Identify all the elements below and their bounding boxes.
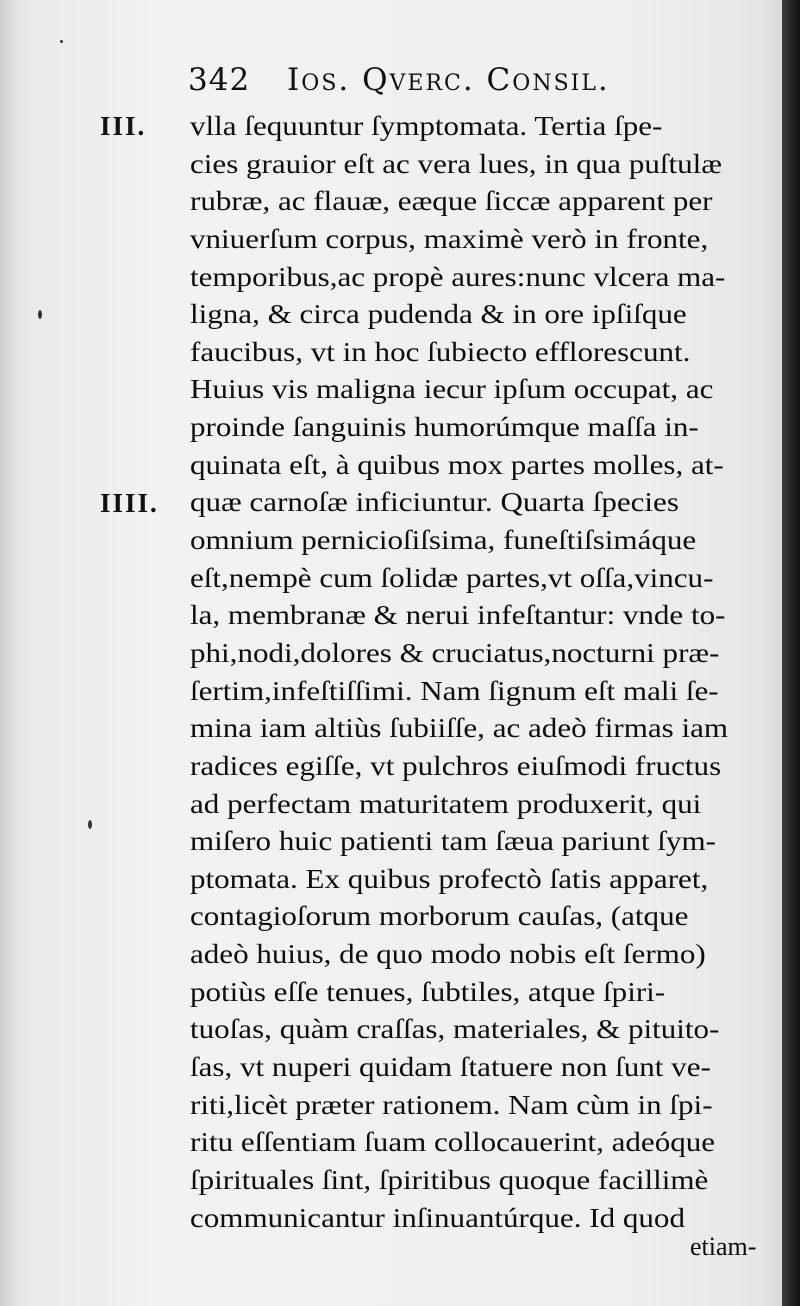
text-line: riti,licèt præter rationem. Nam cùm in ſpi- (190, 1089, 713, 1120)
text-line: la, membranæ & nerui infeſtantur: vnde to- (190, 600, 726, 631)
text-line: radices egiſſe, vt pulchros eiuſmodi fructus (190, 750, 722, 781)
ink-speck (38, 310, 42, 319)
text-line: temporibus,ac propè aures:nunc vlcera ma- (190, 261, 726, 292)
text-line: ptomata. Ex quibus profectò ſatis apparet, (190, 863, 709, 894)
catchword: etiam- (690, 1232, 757, 1261)
text-line: vlla ſequuntur ſymptomata. Tertia ſpe- (190, 111, 663, 141)
running-title: Ios. Qverc. Consil. (287, 62, 610, 98)
text-line: ſas, vt nuperi quidam ſtatuere non ſunt ve- (190, 1052, 711, 1083)
ink-speck (88, 820, 92, 829)
margin-note-iii: III. (100, 111, 147, 141)
text-line: communicantur inſinuantúrque. Id quod (190, 1202, 685, 1233)
ink-speck (60, 40, 63, 43)
text-line: miſero huic patienti tam ſæua pariunt ſym- (190, 826, 717, 857)
text-line: potiùs eſſe tenues, ſubtiles, atque ſpiri- (190, 976, 666, 1007)
text-line: eſt,nempè cum ſolidæ partes,vt oſſa,vincu- (190, 562, 714, 593)
text-line: phi,nodi,dolores & cruciatus,nocturni præ- (190, 637, 720, 668)
page-number: 342 (188, 62, 251, 98)
text-line: tuoſas, quàm craſſas, materiales, & pituito- (190, 1014, 720, 1045)
text-line: Huius vis maligna iecur ipſum occupat, ac (190, 374, 714, 405)
text-line: ſpirituales ſint, ſpiritibus quoque facillimè (190, 1164, 709, 1195)
text-line: proinde ſanguinis humorúmque maſſa in- (190, 412, 699, 443)
text-line: adeò huius, de quo modo nobis eſt ſermo) (190, 939, 706, 970)
text-line: ſertim,infeſtiſſimi. Nam ſignum eſt mali ſe- (190, 675, 719, 706)
body-text (190, 108, 765, 1237)
text-line: omnium pernicioſiſsima, funeſtiſsimáque (190, 525, 697, 556)
text-line: ritu eſſentiam ſuam collocauerint, adeóque (190, 1127, 716, 1158)
text-line: cies grauior eſt ac vera lues, in qua puſtulæ (190, 148, 723, 179)
text-line: faucibus, vt in hoc ſubiecto efflorescunt. (190, 336, 691, 367)
text-line: quinata eſt, à quibus mox partes molles, at- (190, 449, 724, 480)
text-line: ad perfectam maturitatem produxerit, qui (190, 788, 702, 819)
text-line: ligna, & circa pudenda & in ore ipſiſque (190, 299, 687, 330)
text-line: contagioſorum morborum cauſas, (atque (190, 901, 689, 932)
text-line: quæ carnoſæ inficiuntur. Quarta ſpecies (190, 487, 679, 518)
text-line: rubræ, ac flauæ, eæque ſiccæ apparent per (190, 186, 713, 217)
page-edge-shadow (782, 0, 800, 1306)
margin-note-iiii: IIII. (100, 488, 159, 518)
text-line: vniuerſum corpus, maximè verò in fronte, (190, 223, 709, 254)
running-header (188, 62, 610, 102)
text-line: mina iam altiùs ſubiiſſe, ac adeò firmas iam (190, 713, 729, 744)
